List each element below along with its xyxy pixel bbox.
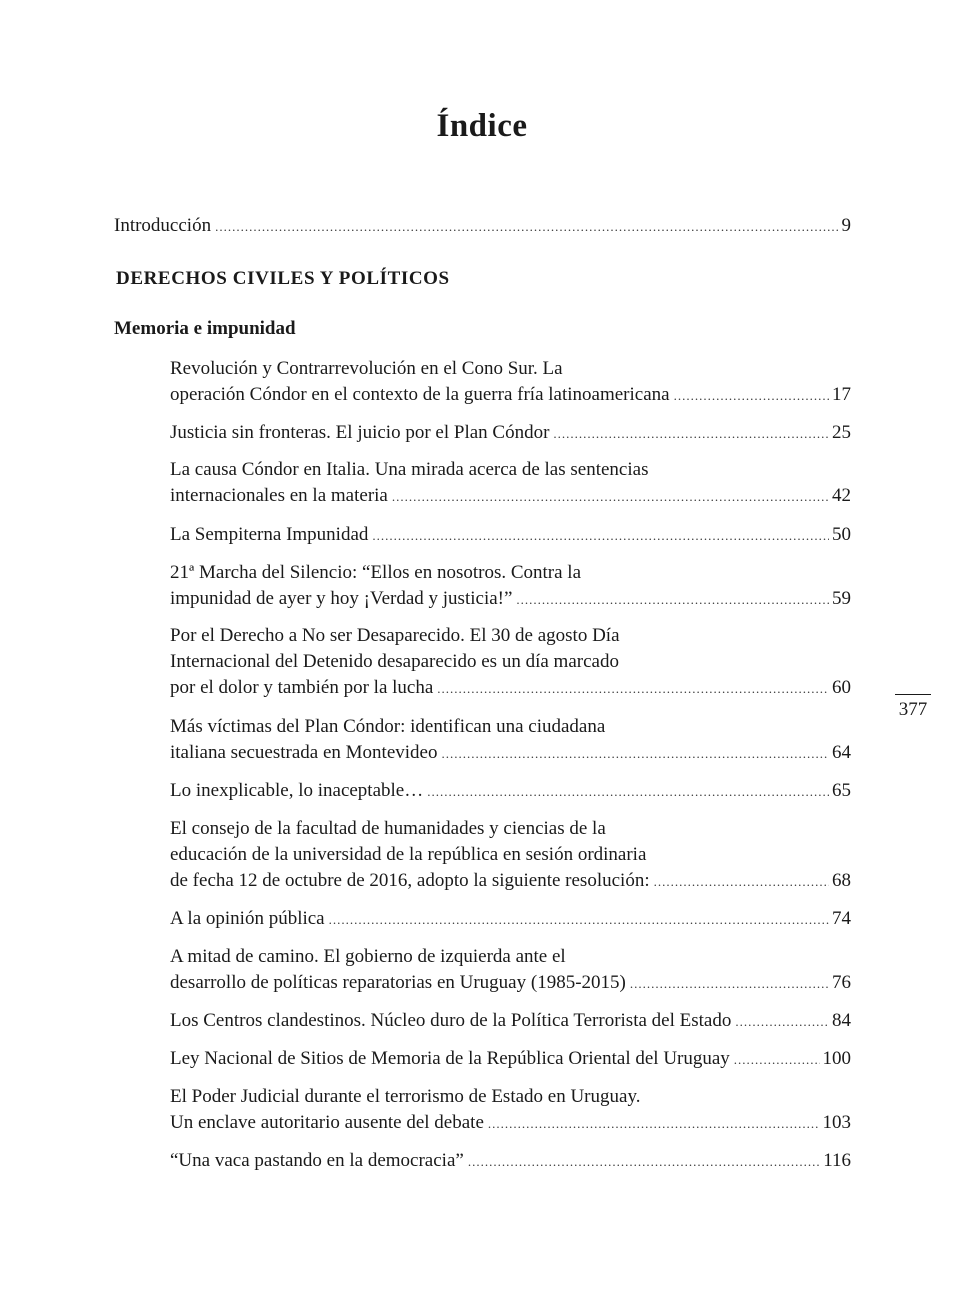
toc-page-number: 116 xyxy=(823,1150,851,1171)
dot-leader xyxy=(735,1009,829,1035)
toc-entry-title: desarrollo de políticas reparatorias en Uruguay (1985-2015) xyxy=(170,972,626,993)
dot-leader xyxy=(734,1047,820,1073)
toc-page-number: 59 xyxy=(832,588,851,609)
dot-leader xyxy=(516,587,829,613)
toc-entry-title: internacionales en la materia xyxy=(170,485,388,506)
toc-entry-title: “Una vaca pastando en la democracia” xyxy=(170,1150,464,1171)
toc-entry-last-line xyxy=(170,420,851,447)
toc-entry-last-line xyxy=(170,522,851,549)
toc-entry[interactable] xyxy=(170,1148,851,1175)
toc-entry-title: Introducción xyxy=(114,215,212,236)
toc-entry[interactable] xyxy=(170,1084,851,1137)
page-title: Índice xyxy=(436,108,528,144)
toc-entry-line: educación de la universidad de la república en sesión ordinaria xyxy=(170,844,647,865)
toc-entry-title: Justicia sin fronteras. El juicio por el Plan Cóndor xyxy=(170,422,550,443)
dot-leader xyxy=(372,523,829,549)
toc-entry-last-line xyxy=(170,970,851,997)
toc-entry-line: Más víctimas del Plan Cóndor: identifican una ciudadana xyxy=(170,716,606,737)
dot-leader xyxy=(488,1111,820,1137)
toc-page-number: 17 xyxy=(832,384,851,405)
toc-entry-title: La Sempiterna Impunidad xyxy=(170,524,369,545)
dot-leader xyxy=(468,1149,820,1175)
toc-entry[interactable] xyxy=(170,560,851,613)
toc-entry-last-line xyxy=(170,675,851,702)
toc-entry-title: por el dolor y también por la lucha xyxy=(170,677,434,698)
toc-page-number: 42 xyxy=(832,485,851,506)
toc-entry[interactable] xyxy=(170,623,851,702)
toc-entry[interactable] xyxy=(170,522,851,549)
toc-entry-last-line xyxy=(114,213,851,240)
toc-entry[interactable] xyxy=(170,420,851,447)
toc-entry-line: La causa Cóndor en Italia. Una mirada acerca de las sentencias xyxy=(170,459,649,480)
toc-page-number: 68 xyxy=(832,870,851,891)
toc-page-number: 100 xyxy=(822,1048,851,1069)
toc-entry-line: A mitad de camino. El gobierno de izquierda ante el xyxy=(170,946,566,967)
toc-page-number: 103 xyxy=(822,1112,851,1133)
dot-leader xyxy=(427,779,829,805)
toc-page-number: 50 xyxy=(832,524,851,545)
toc-entry-title: de fecha 12 de octubre de 2016, adopto la siguiente resolución: xyxy=(170,870,650,891)
dot-leader xyxy=(329,907,829,933)
toc-page-number: 60 xyxy=(832,677,851,698)
toc-page-number: 76 xyxy=(832,972,851,993)
toc-entry-last-line xyxy=(170,778,851,805)
toc-entry-last-line xyxy=(170,483,851,510)
toc-page-number: 9 xyxy=(841,215,851,236)
dot-leader xyxy=(392,484,829,510)
toc-entry[interactable] xyxy=(170,816,851,895)
toc-entry[interactable] xyxy=(170,714,851,767)
toc-entry-last-line xyxy=(170,740,851,767)
subsection-heading: Memoria e impunidad xyxy=(114,318,296,339)
toc-entry-line: 21ª Marcha del Silencio: “Ellos en nosotros. Contra la xyxy=(170,562,582,583)
toc-entry[interactable] xyxy=(170,457,851,510)
toc-entry[interactable] xyxy=(170,356,851,409)
dot-leader xyxy=(215,214,838,240)
toc-entry-title: A la opinión pública xyxy=(170,908,325,929)
dot-leader xyxy=(630,971,829,997)
toc-entry-line: Internacional del Detenido desaparecido es un día marcado xyxy=(170,651,619,672)
page-number: 377 xyxy=(898,699,928,720)
toc-page-number: 74 xyxy=(832,908,851,929)
toc-entry-line: Revolución y Contrarrevolución en el Cono Sur. La xyxy=(170,358,563,379)
toc-entry-line: El Poder Judicial durante el terrorismo de Estado en Uruguay. xyxy=(170,1086,641,1107)
toc-entry[interactable] xyxy=(170,906,851,933)
folio-rule xyxy=(895,694,931,695)
toc-entry-title: operación Cóndor en el contexto de la guerra fría latinoamericana xyxy=(170,384,670,405)
toc-entry-last-line xyxy=(170,586,851,613)
toc-entry-last-line xyxy=(170,1148,851,1175)
toc-entry-title: Los Centros clandestinos. Núcleo duro de la Política Terrorista del Estado xyxy=(170,1010,732,1031)
toc-entry-title: impunidad de ayer y hoy ¡Verdad y justicia!” xyxy=(170,588,513,609)
dot-leader xyxy=(553,421,829,447)
toc-entry-last-line xyxy=(170,868,851,895)
toc-page-number: 64 xyxy=(832,742,851,763)
toc-page-number: 25 xyxy=(832,422,851,443)
toc-entry-title: Lo inexplicable, lo inaceptable… xyxy=(170,780,424,801)
toc-entry[interactable] xyxy=(170,944,851,997)
toc-entry-title: italiana secuestrada en Montevideo xyxy=(170,742,438,763)
toc-entry[interactable] xyxy=(170,1046,851,1073)
dot-leader xyxy=(441,741,829,767)
toc-page-number: 65 xyxy=(832,780,851,801)
toc-entry-introduccion[interactable] xyxy=(114,213,851,240)
toc-entry-line: El consejo de la facultad de humanidades y ciencias de la xyxy=(170,818,606,839)
toc-entry[interactable] xyxy=(170,1008,851,1035)
toc-entry[interactable] xyxy=(170,778,851,805)
toc-entry-last-line xyxy=(170,382,851,409)
toc-entry-line: Por el Derecho a No ser Desaparecido. El 30 de agosto Día xyxy=(170,625,620,646)
section-heading: DERECHOS CIVILES Y POLÍTICOS xyxy=(116,268,450,289)
dot-leader xyxy=(654,869,829,895)
dot-leader xyxy=(674,383,829,409)
toc-entry-last-line xyxy=(170,906,851,933)
toc-entry-last-line xyxy=(170,1008,851,1035)
toc-entry-title: Ley Nacional de Sitios de Memoria de la República Oriental del Uruguay xyxy=(170,1048,730,1069)
toc-entry-last-line xyxy=(170,1046,851,1073)
dot-leader xyxy=(437,676,829,702)
toc-entry-title: Un enclave autoritario ausente del debate xyxy=(170,1112,484,1133)
toc-page-number: 84 xyxy=(832,1010,851,1031)
toc-entry-last-line xyxy=(170,1110,851,1137)
